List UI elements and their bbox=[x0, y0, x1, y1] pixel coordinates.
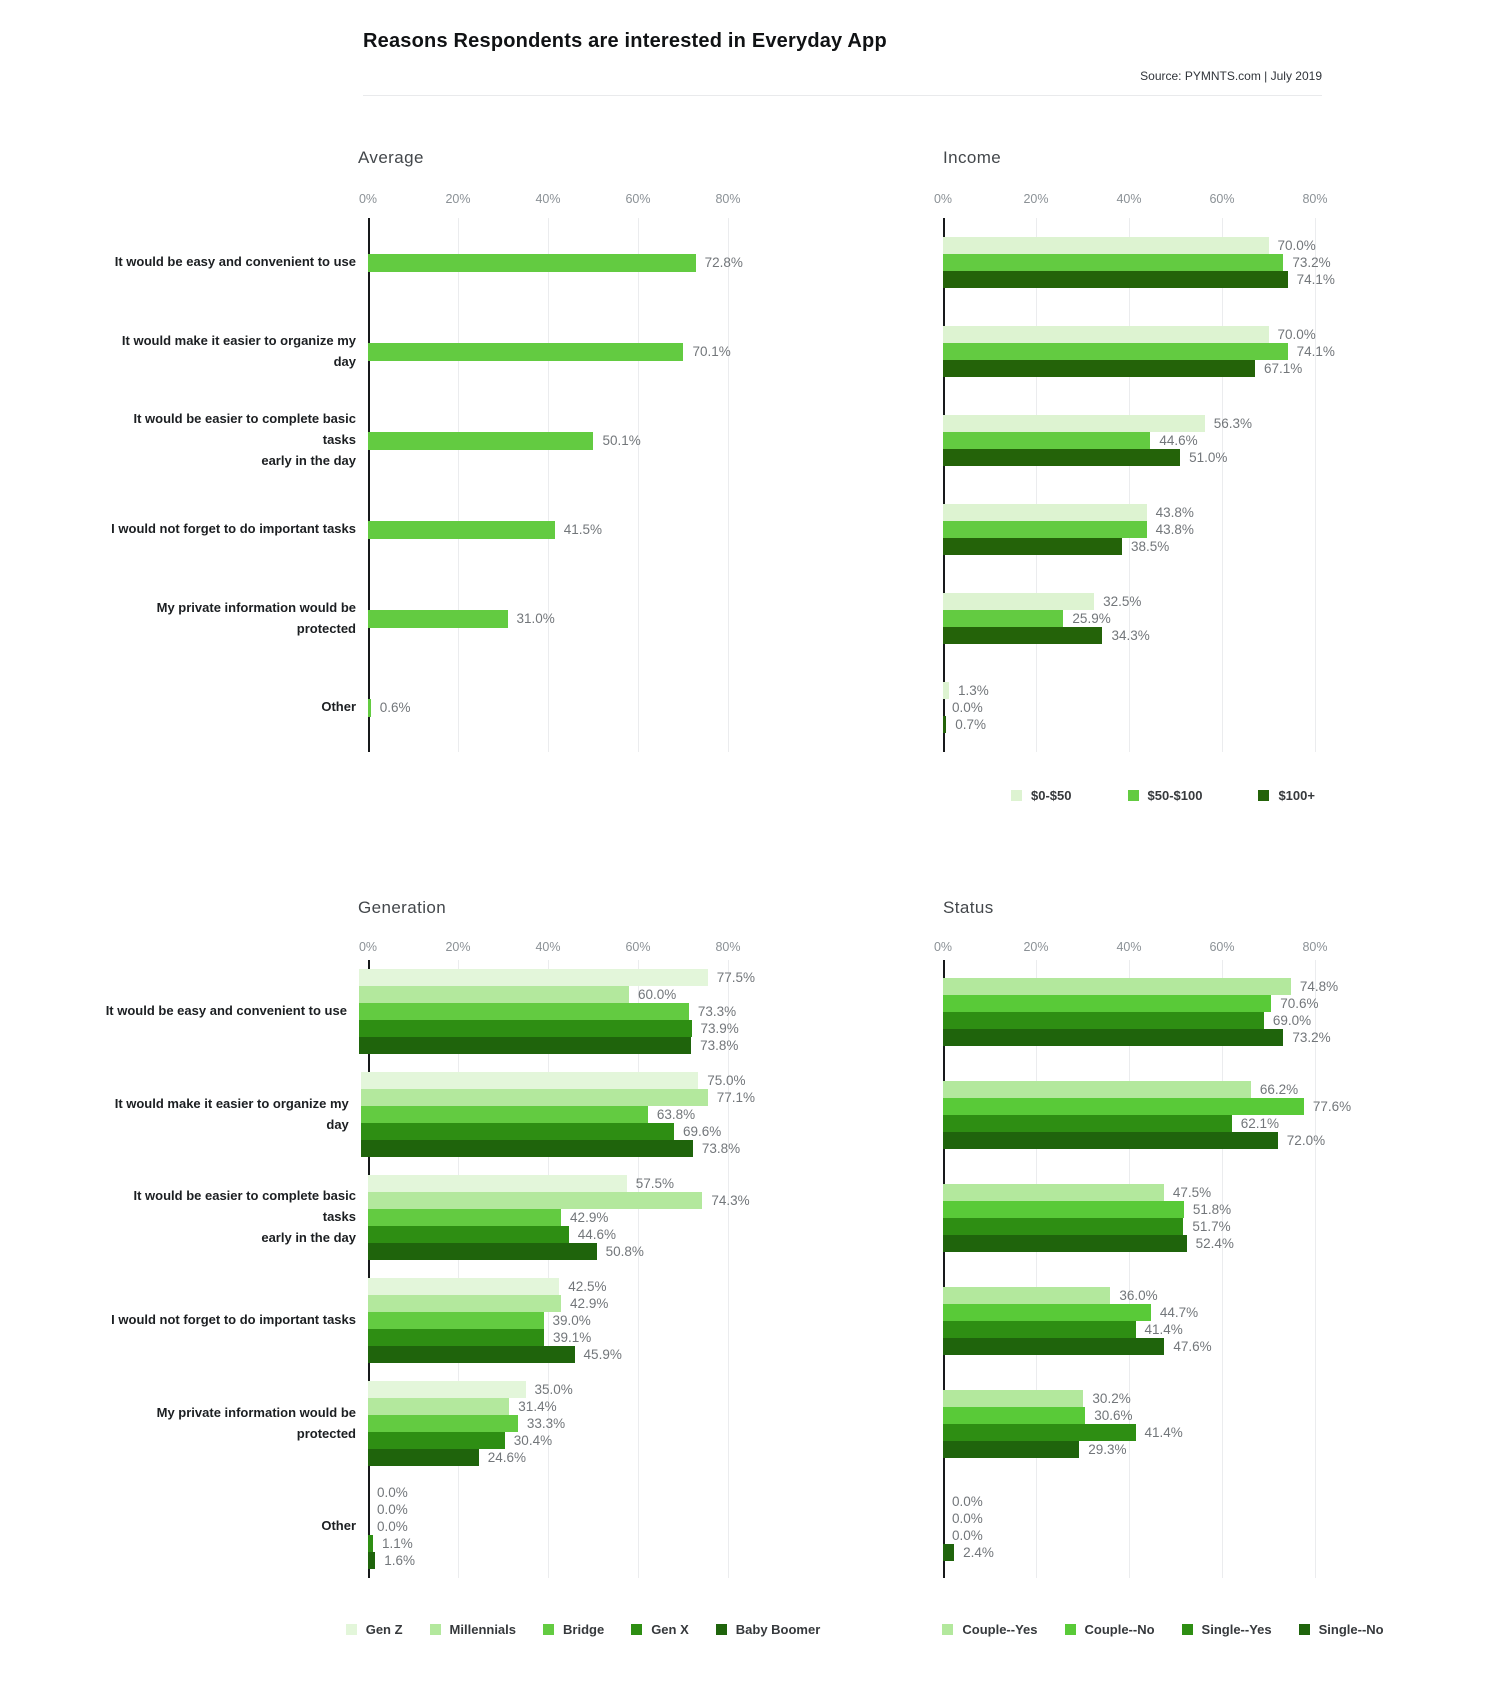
bar-value-label: 0.0% bbox=[377, 1502, 408, 1517]
legend-label: Gen X bbox=[651, 1622, 689, 1637]
x-axis-tick-label: 60% bbox=[1209, 940, 1235, 954]
bar-value-label: 42.5% bbox=[568, 1279, 607, 1294]
bar bbox=[368, 343, 683, 361]
bar bbox=[368, 1209, 561, 1226]
bar-value-label: 34.3% bbox=[1111, 628, 1150, 643]
legend-label: Gen Z bbox=[365, 1622, 403, 1637]
bar bbox=[359, 986, 629, 1003]
bar-value-label: 44.6% bbox=[1159, 433, 1198, 448]
bar bbox=[943, 538, 1122, 555]
generation-chart-title: Generation bbox=[358, 898, 447, 917]
category-group bbox=[943, 485, 1500, 574]
legend-label: Baby Boomer bbox=[735, 1622, 821, 1637]
average-chart-title: Average bbox=[358, 148, 424, 167]
x-axis-tick-label: 0% bbox=[358, 192, 378, 206]
income-plot-area bbox=[943, 218, 1500, 752]
category-label: It would make it easier to organize my day bbox=[114, 1095, 349, 1132]
x-axis-tick-label: 80% bbox=[715, 192, 741, 206]
legend-swatch bbox=[1182, 1624, 1193, 1635]
bar-value-label: 73.8% bbox=[700, 1038, 739, 1053]
x-axis-tick-label: 40% bbox=[535, 940, 561, 954]
legend-swatch bbox=[942, 1624, 953, 1635]
bar bbox=[368, 1552, 375, 1569]
bar bbox=[368, 1415, 518, 1432]
bar bbox=[943, 1081, 1251, 1098]
category-label: I would not forget to do important tasks bbox=[111, 521, 356, 537]
bar-value-label: 60.0% bbox=[637, 987, 677, 1002]
bar-value-label: 0.0% bbox=[377, 1485, 408, 1500]
category-group bbox=[943, 1166, 1500, 1269]
bar-value-label: 50.8% bbox=[605, 1244, 644, 1259]
status-plot-area bbox=[943, 960, 1500, 1578]
bar-value-label: 69.6% bbox=[682, 1124, 722, 1139]
chart-panel-average bbox=[0, 96, 755, 810]
bar bbox=[943, 449, 1180, 466]
bar-value-label: 41.4% bbox=[1144, 1424, 1183, 1440]
bar bbox=[943, 593, 1094, 610]
category-label: Other bbox=[321, 699, 356, 715]
bar bbox=[368, 1192, 702, 1209]
bar-value-label: 67.1% bbox=[1264, 361, 1303, 376]
bar bbox=[943, 627, 1102, 644]
bar-value-label: 74.8% bbox=[1299, 978, 1339, 994]
income-legend bbox=[943, 788, 1383, 803]
category-group bbox=[98, 307, 755, 396]
bar bbox=[368, 1432, 505, 1449]
category-label: It would be easier to complete basic tasks early in the day bbox=[133, 411, 356, 468]
bar-value-label: 69.0% bbox=[1272, 1012, 1312, 1028]
bar-value-label: 39.1% bbox=[552, 1330, 592, 1345]
bar bbox=[368, 1535, 373, 1552]
income-x-axis bbox=[933, 192, 1500, 208]
legend-swatch bbox=[1128, 790, 1139, 801]
bar bbox=[943, 237, 1269, 254]
report-header bbox=[363, 0, 1322, 96]
bar bbox=[943, 1321, 1136, 1338]
bar-value-label: 51.7% bbox=[1192, 1218, 1231, 1234]
bar-value-label: 44.7% bbox=[1159, 1304, 1199, 1320]
bar-value-label: 74.1% bbox=[1296, 272, 1335, 287]
x-axis-tick-label: 20% bbox=[445, 940, 471, 954]
chart-panel-income bbox=[755, 96, 1500, 810]
bar bbox=[368, 1381, 526, 1398]
x-axis-tick-label: 40% bbox=[1116, 192, 1142, 206]
bar-value-label: 0.0% bbox=[377, 1519, 408, 1534]
bar-value-label: 1.6% bbox=[384, 1553, 415, 1568]
bar-value-label: 0.0% bbox=[952, 700, 983, 715]
category-group bbox=[98, 1166, 755, 1269]
category-group bbox=[943, 1372, 1500, 1475]
bar-value-label: 33.3% bbox=[526, 1416, 566, 1431]
generation-legend bbox=[365, 1622, 821, 1637]
average-x-axis bbox=[358, 192, 755, 208]
category-label: I would not forget to do important tasks bbox=[111, 1312, 356, 1328]
x-axis-tick-label: 0% bbox=[933, 192, 953, 206]
legend-swatch bbox=[1011, 790, 1022, 801]
bar-value-label: 73.2% bbox=[1292, 255, 1331, 270]
bar-value-label: 35.0% bbox=[534, 1382, 573, 1397]
x-axis-tick-label: 60% bbox=[625, 192, 651, 206]
x-axis-tick-label: 40% bbox=[535, 192, 561, 206]
bar bbox=[943, 1390, 1083, 1407]
bar-value-label: 43.8% bbox=[1155, 505, 1194, 520]
bar-value-label: 30.6% bbox=[1094, 1407, 1133, 1423]
bar-value-label: 41.4% bbox=[1144, 1321, 1183, 1337]
category-label: It would be easy and convenient to use bbox=[114, 254, 356, 270]
bar bbox=[943, 716, 946, 733]
legend-item bbox=[1065, 1622, 1155, 1637]
category-group bbox=[98, 396, 755, 485]
category-group bbox=[98, 485, 755, 574]
legend-label: $0-$50 bbox=[1031, 788, 1072, 803]
bar bbox=[359, 1020, 692, 1037]
legend-item bbox=[1011, 788, 1071, 803]
bar bbox=[943, 1407, 1085, 1424]
category-group bbox=[943, 663, 1500, 752]
legend-item bbox=[1299, 1622, 1384, 1637]
bar bbox=[361, 1106, 648, 1123]
category-group bbox=[98, 218, 755, 307]
category-group bbox=[98, 1269, 755, 1372]
bar bbox=[368, 1226, 569, 1243]
bar bbox=[943, 1338, 1164, 1355]
bar-value-label: 51.0% bbox=[1189, 450, 1228, 465]
bar bbox=[943, 343, 1288, 360]
x-axis-tick-label: 80% bbox=[1302, 940, 1328, 954]
bar-value-label: 43.8% bbox=[1155, 522, 1194, 537]
x-axis-tick-label: 80% bbox=[1302, 192, 1328, 206]
legend-item bbox=[543, 1622, 604, 1637]
bar bbox=[943, 432, 1150, 449]
category-group bbox=[98, 663, 755, 752]
bar-value-label: 30.4% bbox=[513, 1433, 553, 1448]
x-axis-tick-label: 0% bbox=[358, 940, 378, 954]
bar-value-label: 0.6% bbox=[379, 700, 411, 715]
bar bbox=[359, 969, 708, 986]
bar bbox=[368, 432, 593, 450]
category-label: My private information would be protected bbox=[156, 599, 356, 636]
x-axis-tick-label: 60% bbox=[1209, 192, 1235, 206]
bar bbox=[943, 1218, 1183, 1235]
bar bbox=[943, 1304, 1151, 1321]
legend-swatch bbox=[430, 1624, 441, 1635]
bar-value-label: 42.9% bbox=[570, 1210, 609, 1225]
bar-value-label: 73.9% bbox=[700, 1021, 739, 1036]
charts-grid bbox=[0, 96, 1500, 1637]
bar-value-label: 77.6% bbox=[1312, 1098, 1352, 1114]
bar bbox=[943, 1132, 1278, 1149]
bar-value-label: 73.8% bbox=[701, 1141, 741, 1156]
legend-item bbox=[430, 1622, 516, 1637]
bar bbox=[943, 1441, 1079, 1458]
legend-item bbox=[631, 1622, 689, 1637]
category-group bbox=[98, 574, 755, 663]
bar bbox=[359, 1037, 691, 1054]
bar bbox=[361, 1089, 708, 1106]
legend-swatch bbox=[543, 1624, 554, 1635]
bar-value-label: 52.4% bbox=[1195, 1235, 1234, 1251]
bar bbox=[368, 521, 555, 539]
bar-value-label: 72.0% bbox=[1286, 1132, 1326, 1148]
bar-value-label: 31.4% bbox=[518, 1399, 557, 1414]
bar bbox=[943, 1544, 954, 1561]
bar bbox=[368, 1346, 575, 1363]
bar-value-label: 66.2% bbox=[1259, 1081, 1299, 1097]
bar-value-label: 73.3% bbox=[697, 1004, 737, 1019]
category-group bbox=[943, 396, 1500, 485]
bar-value-label: 2.4% bbox=[963, 1544, 994, 1560]
bar-value-label: 0.7% bbox=[955, 717, 987, 732]
x-axis-tick-label: 20% bbox=[1023, 192, 1049, 206]
legend-label: Couple--Yes bbox=[962, 1622, 1038, 1637]
legend-item bbox=[1182, 1622, 1272, 1637]
legend-swatch bbox=[1258, 790, 1269, 801]
bar-value-label: 74.3% bbox=[711, 1193, 750, 1208]
source-attribution: Source: PYMNTS.com | July 2019 bbox=[1140, 69, 1322, 83]
bar-value-label: 57.5% bbox=[635, 1176, 675, 1191]
bar bbox=[943, 254, 1283, 271]
x-axis-tick-label: 20% bbox=[445, 192, 471, 206]
category-group bbox=[98, 1063, 755, 1166]
bar-value-label: 1.3% bbox=[958, 683, 989, 698]
legend-swatch bbox=[346, 1624, 357, 1635]
bar bbox=[943, 326, 1269, 343]
bar bbox=[943, 995, 1271, 1012]
category-group bbox=[943, 307, 1500, 396]
x-axis-tick-label: 40% bbox=[1116, 940, 1142, 954]
category-group bbox=[943, 218, 1500, 307]
bar bbox=[943, 610, 1063, 627]
legend-label: Single--No bbox=[1318, 1622, 1384, 1637]
bar-value-label: 75.0% bbox=[707, 1073, 746, 1088]
bar bbox=[943, 360, 1255, 377]
bar bbox=[368, 1243, 597, 1260]
bar-value-label: 77.1% bbox=[716, 1090, 755, 1105]
bar bbox=[368, 1295, 561, 1312]
bar bbox=[943, 1424, 1136, 1441]
x-axis-tick-label: 0% bbox=[933, 940, 953, 954]
category-label: Other bbox=[321, 1518, 356, 1534]
legend-label: Couple--No bbox=[1084, 1622, 1155, 1637]
bar bbox=[943, 1029, 1283, 1046]
generation-plot-area bbox=[98, 960, 755, 1578]
bar bbox=[943, 1201, 1184, 1218]
bar-value-label: 0.0% bbox=[952, 1527, 983, 1543]
legend-swatch bbox=[1065, 1624, 1076, 1635]
bar bbox=[368, 254, 696, 272]
status-chart-title: Status bbox=[943, 898, 994, 917]
bar bbox=[943, 271, 1288, 288]
chart-panel-generation bbox=[0, 810, 821, 1637]
bar-value-label: 38.5% bbox=[1131, 539, 1170, 554]
bar-value-label: 51.8% bbox=[1192, 1201, 1232, 1217]
bar-value-label: 47.5% bbox=[1172, 1184, 1212, 1200]
category-label: My private information would be protected bbox=[156, 1404, 356, 1441]
bar bbox=[361, 1123, 674, 1140]
category-label: It would be easy and convenient to use bbox=[105, 1003, 347, 1019]
bar bbox=[943, 978, 1291, 995]
bar-value-label: 70.0% bbox=[1277, 327, 1316, 342]
bar-value-label: 47.6% bbox=[1173, 1338, 1212, 1354]
bar bbox=[368, 1278, 559, 1295]
bar bbox=[368, 1329, 544, 1346]
category-group bbox=[943, 1475, 1500, 1578]
bar bbox=[368, 699, 371, 717]
legend-label: $50-$100 bbox=[1147, 788, 1203, 803]
bar bbox=[368, 1449, 479, 1466]
bar-value-label: 25.9% bbox=[1072, 611, 1111, 626]
bar bbox=[943, 1012, 1264, 1029]
bar bbox=[361, 1140, 693, 1157]
category-label: It would make it easier to organize my day bbox=[121, 332, 356, 369]
income-chart-title: Income bbox=[943, 148, 1002, 167]
x-axis-tick-label: 20% bbox=[1023, 940, 1049, 954]
category-group bbox=[98, 960, 755, 1063]
status-x-axis bbox=[933, 940, 1500, 956]
bar-value-label: 42.9% bbox=[570, 1296, 609, 1311]
bar-value-label: 70.0% bbox=[1277, 238, 1316, 253]
bar-value-label: 44.6% bbox=[577, 1227, 616, 1242]
bar-value-label: 30.2% bbox=[1092, 1390, 1131, 1406]
category-group bbox=[943, 574, 1500, 663]
bar-value-label: 0.0% bbox=[952, 1493, 983, 1509]
bar-value-label: 29.3% bbox=[1088, 1441, 1127, 1457]
bar-value-label: 63.8% bbox=[656, 1107, 696, 1122]
bar bbox=[943, 1184, 1164, 1201]
category-group bbox=[943, 960, 1500, 1063]
legend-item bbox=[942, 1622, 1037, 1637]
category-group bbox=[98, 1475, 755, 1578]
bar-value-label: 70.6% bbox=[1280, 995, 1319, 1011]
average-plot-area bbox=[98, 218, 755, 752]
bar bbox=[368, 610, 508, 628]
legend-label: $100+ bbox=[1278, 788, 1315, 803]
x-axis-tick-label: 60% bbox=[625, 940, 651, 954]
legend-item bbox=[1258, 788, 1315, 803]
legend-swatch bbox=[716, 1624, 727, 1635]
legend-label: Bridge bbox=[563, 1622, 605, 1637]
bar bbox=[943, 521, 1147, 538]
bar-value-label: 50.1% bbox=[602, 433, 641, 448]
x-axis-tick-label: 80% bbox=[715, 940, 741, 954]
bar bbox=[368, 1175, 627, 1192]
status-legend bbox=[943, 1622, 1383, 1637]
chart-panel-status bbox=[755, 810, 1500, 1637]
bar bbox=[943, 682, 949, 699]
bar-value-label: 62.1% bbox=[1240, 1115, 1280, 1131]
page-title: Reasons Respondents are interested in Everyday App bbox=[363, 30, 887, 52]
bar-value-label: 74.1% bbox=[1296, 344, 1335, 359]
legend-item bbox=[1128, 788, 1203, 803]
bar bbox=[361, 1072, 699, 1089]
bar-value-label: 77.5% bbox=[716, 970, 755, 985]
category-group bbox=[98, 1372, 755, 1475]
bar-value-label: 1.1% bbox=[381, 1536, 413, 1551]
legend-swatch bbox=[631, 1624, 642, 1635]
bar bbox=[943, 1098, 1304, 1115]
bar-value-label: 56.3% bbox=[1213, 416, 1253, 431]
generation-x-axis bbox=[358, 940, 755, 956]
bar-value-label: 72.8% bbox=[704, 255, 743, 270]
bar-value-label: 70.1% bbox=[692, 344, 731, 359]
bar bbox=[368, 1398, 509, 1415]
bar bbox=[943, 415, 1205, 432]
category-group bbox=[943, 1063, 1500, 1166]
category-group bbox=[943, 1269, 1500, 1372]
legend-label: Single--Yes bbox=[1201, 1622, 1272, 1637]
bar-value-label: 41.5% bbox=[563, 522, 603, 537]
legend-label: Millennials bbox=[449, 1622, 517, 1637]
bar bbox=[359, 1003, 689, 1020]
bar-value-label: 39.0% bbox=[552, 1313, 591, 1328]
bar-value-label: 31.0% bbox=[516, 611, 555, 626]
bar bbox=[368, 1312, 544, 1329]
bar-value-label: 45.9% bbox=[583, 1347, 622, 1362]
bar-value-label: 0.0% bbox=[952, 1510, 983, 1526]
bar bbox=[943, 1287, 1110, 1304]
bar bbox=[943, 504, 1147, 521]
legend-swatch bbox=[1299, 1624, 1310, 1635]
bar-value-label: 24.6% bbox=[487, 1450, 526, 1465]
category-label: It would be easier to complete basic tasks early in the day bbox=[133, 1188, 356, 1245]
bar-value-label: 73.2% bbox=[1292, 1029, 1331, 1045]
bar-value-label: 32.5% bbox=[1103, 594, 1142, 609]
legend-item bbox=[346, 1622, 403, 1637]
bar bbox=[943, 1235, 1187, 1252]
bar-value-label: 36.0% bbox=[1119, 1287, 1158, 1303]
bar bbox=[943, 1115, 1232, 1132]
